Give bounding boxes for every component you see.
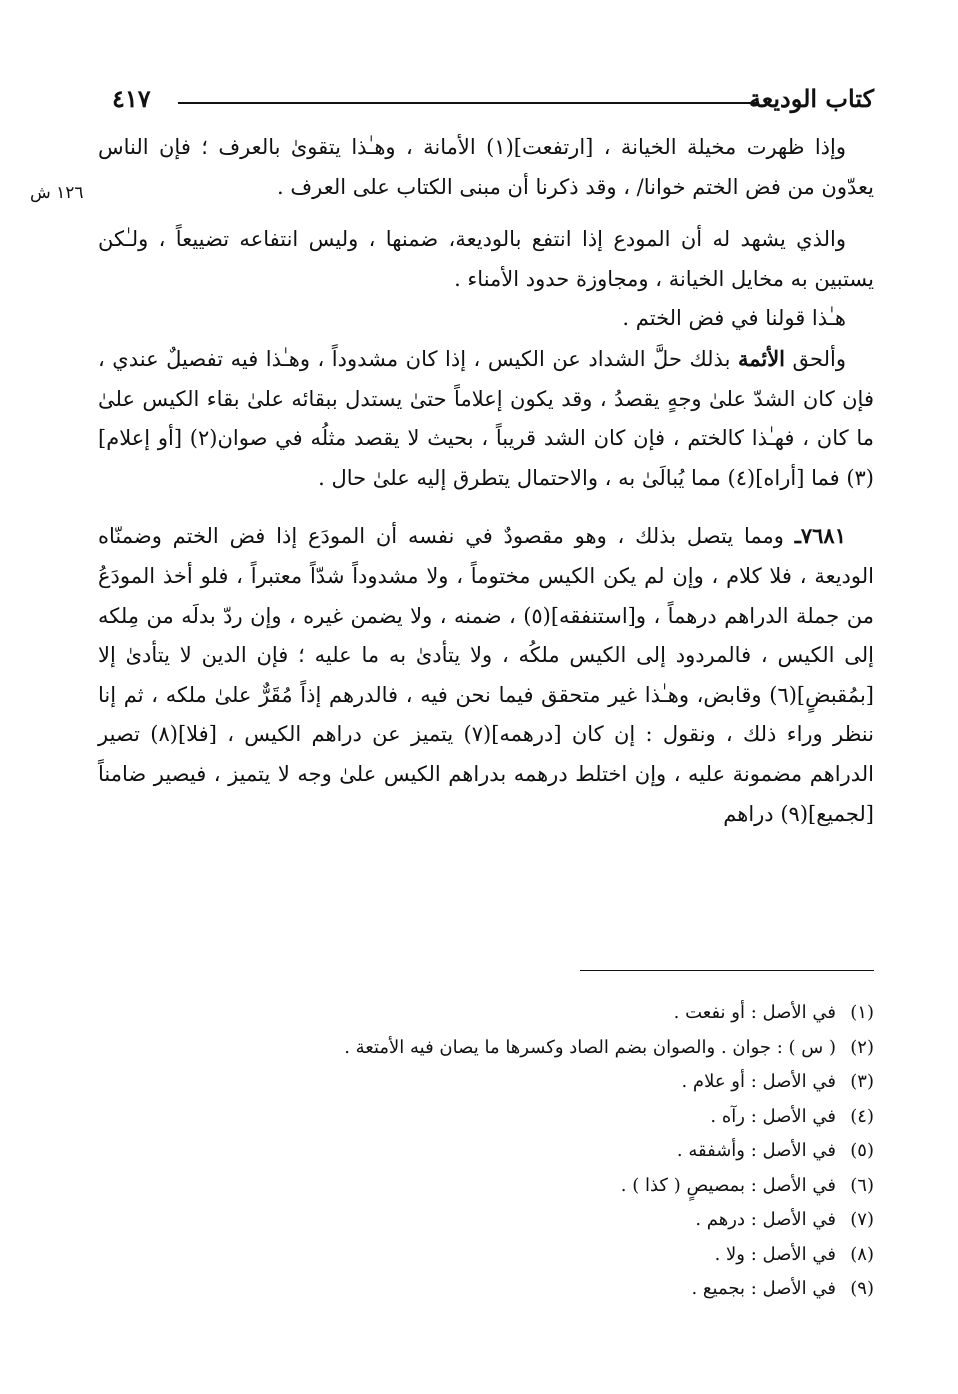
footnote [98, 1065, 874, 1100]
footnote-number: (١) [850, 1002, 874, 1023]
footnote [98, 1134, 874, 1169]
footnote-number: (٦) [850, 1174, 874, 1196]
paragraph-4-lead: وألحق [785, 346, 846, 371]
footnote-number: (٢) [850, 1036, 874, 1058]
paragraph-3: هـٰذا قولنا في فض الختم . [622, 306, 846, 331]
book-title: كتاب الوديعة [748, 84, 874, 113]
paragraph-4-bold: الأئمة [737, 345, 786, 371]
footnote [98, 1203, 874, 1238]
footnote-text: في الأصل : ولا . [714, 1243, 836, 1265]
footnote-text: في الأصل : وأشفقه . [676, 1140, 836, 1161]
footnote-text: في الأصل : أو نفعت . [673, 1002, 836, 1023]
paragraph-5-text: ومما يتصل بذلك ، وهو مقصودٌ في نفسه أن المودَع إذا فض الختم وضمنّاه الوديعة ، فلا كلام ، وإن لم يكن الكيس مختوماً ، ولا مشدوداً شدّاً معتبراً ، فلو أخذ المودَعُ من جملة الدراهم درهماً ، و[استنفقه](٥) ، ضمنه ، ولا يضمن غيره ، وإن ردّ بدلَه من مِلكه إلى الكيس ، فالمردود إلى الكيس ملكُه ، ولا يتأدىٰ به ما عليه ؛ فإن الدين لا يتأدىٰ إلا [بمُقبضٍ](٦) وقابض، وهـٰذا غير متحقق فيما نحن فيه ، فالدرهم إذاً مُقَرٌّ علىٰ ملكه ، ثم إنا ننظر وراء ذلك ، ونقول : إن كان [درهمه](٧) يتميز عن دراهم الكيس ، [فلا](٨) تصير الدراهم مضمونة عليه ، وإن اختلط درهمه بدراهم الكيس علىٰ وجه لا يتميز ، فيصير ضامناً [لجميع](٩) دراهم [98, 524, 874, 826]
footnote-text: في الأصل : بمصيصٍ ( كذا ) . [620, 1174, 836, 1196]
footnote-text: في الأصل : بجميع . [691, 1278, 836, 1299]
paragraph-2: والذي يشهد له أن المودع إذا انتفع بالوديعة، ضمنها ، وليس انتفاعه تضييعاً ، ولـٰكن يستبين به مخايل الخيانة ، ومجاوزة حدود الأمناء . [98, 227, 874, 291]
footnote-text: في الأصل : أو علام . [681, 1071, 836, 1092]
footnote-rule [580, 970, 874, 971]
footnote [98, 1100, 874, 1135]
footnote-text: في الأصل : درهم . [695, 1209, 836, 1230]
header-rule [178, 102, 758, 104]
issue-number: ٧٦٨١ـ [794, 523, 846, 549]
footnote-number: (٩) [850, 1278, 874, 1299]
footnote-text: في الأصل : رآه . [710, 1105, 836, 1127]
page-number: ٤١٧ [112, 84, 151, 113]
footnote-number: (٤) [850, 1105, 874, 1127]
footnote [98, 1169, 874, 1204]
footnotes [98, 996, 874, 1307]
footnote-number: (٧) [850, 1209, 874, 1230]
footnote-text: ( س ) : جوان . والصوان بضم الصاد وكسرها ما يصان فيه الأمتعة . [344, 1036, 836, 1058]
footnote-number: (٣) [850, 1071, 874, 1092]
footnote [98, 996, 874, 1031]
paragraph-5 [98, 516, 874, 834]
footnote [98, 1238, 874, 1273]
paragraph-4 [98, 339, 874, 498]
footnote-number: (٥) [850, 1140, 874, 1161]
margin-note: ١٢٦ ش [30, 183, 84, 203]
paragraph-4-rest: بذلك حلَّ الشداد عن الكيس ، إذا كان مشدوداً ، وهـٰذا فيه تفصيلٌ عندي ، فإن كان الشدّ علىٰ وجهٍ يقصدُ ، وقد يكون إعلاماً حتىٰ يستدل ببقائه علىٰ بقاء الكيس علىٰ ما كان ، فهـٰذا كالختم ، فإن كان الشد قريباً ، بحيث لا يقصد مثلُه في صوان(٢) [أو إعلام](٣) فما [أراه](٤) مما يُبالَىٰ به ، والاحتمال يتطرق إليه علىٰ حال . [98, 346, 874, 490]
paragraph-1: وإذا ظهرت مخيلة الخيانة ، [ارتفعت](١) الأمانة ، وهـٰذا يتقوىٰ بالعرف ؛ فإن الناس يعدّون من فض الختم خوانا/ ، وقد ذكرنا أن مبنى الكتاب على العرف . [98, 135, 874, 199]
page-header [100, 84, 874, 120]
footnote [98, 1031, 874, 1066]
footnote-number: (٨) [850, 1243, 874, 1265]
footnote [98, 1272, 874, 1307]
main-text [98, 128, 874, 834]
